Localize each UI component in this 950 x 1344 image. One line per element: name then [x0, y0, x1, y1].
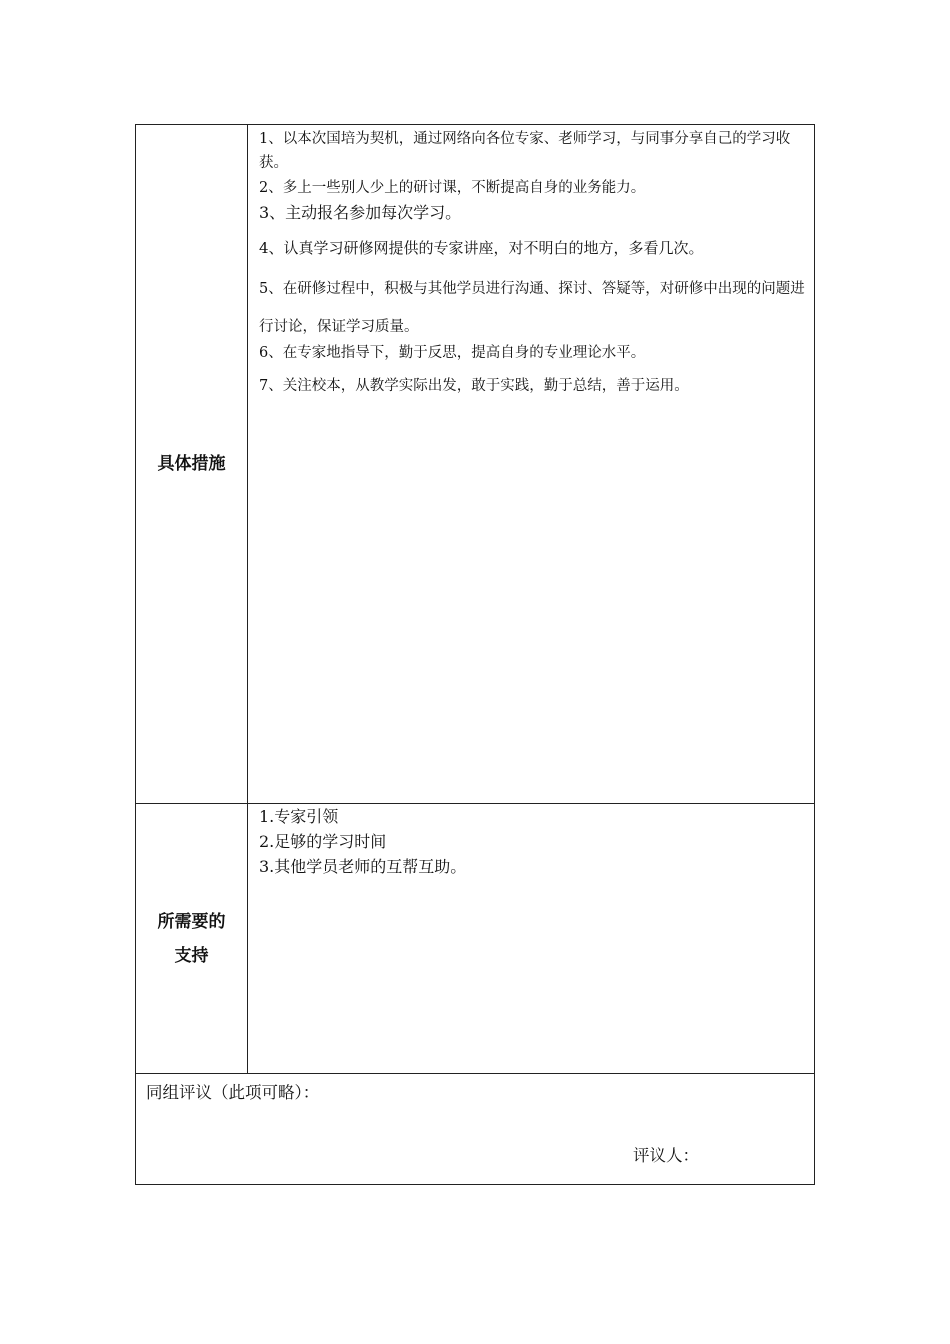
- measure-item-2: 2、多上一些别人少上的研讨课，不断提高自身的业务能力。: [259, 180, 646, 196]
- measure-item-7: 7、关注校本，从教学实际出发，敢于实践，勤于总结，善于运用。: [259, 378, 689, 394]
- measure-item-5: 5、在研修过程中，积极与其他学员进行沟通、探讨、答疑等，对研修中出现的问题进行讨论，保证学习质量。: [259, 281, 805, 335]
- plan-table: [135, 124, 815, 1185]
- support-row: [136, 804, 814, 1074]
- support-label-line1: 所需要的: [157, 911, 226, 932]
- measure-item-3: 3、主动报名参加每次学习。: [259, 203, 462, 222]
- peer-review-row: [136, 1074, 814, 1186]
- support-item-3: 3.其他学员老师的互帮互助。: [259, 857, 467, 876]
- support-label: [136, 804, 248, 1073]
- measure-item-6: 6、在专家地指导下，勤于反思，提高自身的专业理论水平。: [259, 345, 646, 361]
- measures-row: [136, 125, 814, 804]
- peer-review-title: 同组评议（此项可略）：: [146, 1083, 320, 1102]
- reviewer-label: 评议人：: [633, 1146, 699, 1165]
- measure-item-4: 4、认真学习研修网提供的专家讲座，对不明白的地方，多看几次。: [259, 239, 704, 257]
- support-item-1: 1.专家引领: [259, 807, 339, 826]
- support-item-2: 2.足够的学习时间: [259, 832, 387, 851]
- support-label-line2: 支持: [174, 945, 209, 966]
- measures-label: 具体措施: [136, 125, 248, 803]
- measure-item-1: 1、以本次国培为契机，通过网络向各位专家、老师学习，与同事分享自己的学习收获。: [259, 131, 791, 171]
